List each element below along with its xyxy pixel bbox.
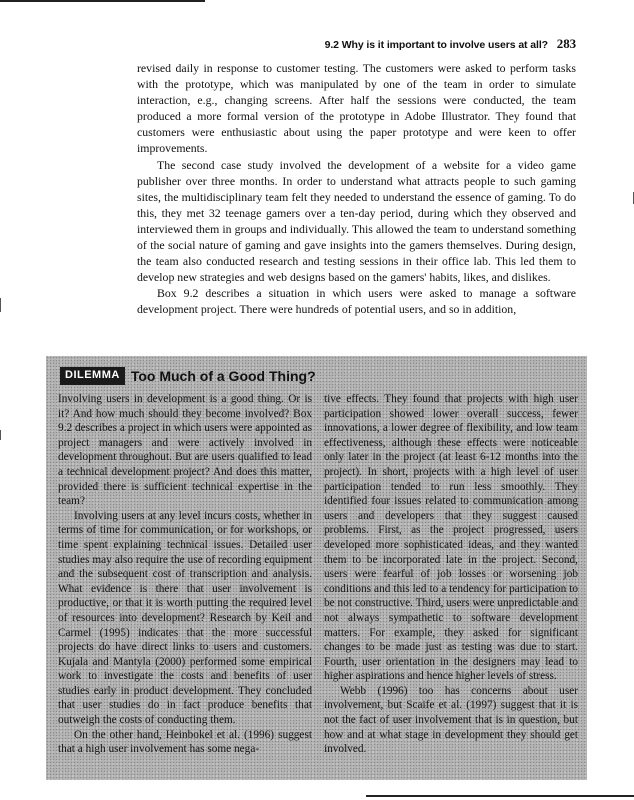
dilemma-box (46, 356, 587, 780)
page-number: 283 (556, 36, 576, 51)
dilemma-header (60, 367, 316, 385)
dilemma-paragraph: On the other hand, Heinbokel et al. (1996) suggest that a high user involvement has some nega- (58, 728, 312, 756)
section-title: 9.2 Why is it important to involve users at all? (324, 39, 548, 51)
left-margin-mark (0, 298, 1, 312)
dilemma-paragraph: tive effects. They found that projects with high user participation showed lower overall success, fewer innovations, a lower degree of flexibility, and low team effectiveness, although these effects were noticeable only later in the project (at least 6-12 months into the project). In short, projects with a high level of user participation tended to run less smoothly. They identified four issues related to communication among users and developers that they suggest caused problems. First, as the project progressed, users developed more sophisticated ideas, and they wanted them to be incorporated late in the project. Second, users were fearful of job losses or worsening job conditions and this led to a tendency for participation to be not constructive. Third, users were unpredictable and not always sympathetic to software development matters. For example, they asked for significant changes to be made just as testing was due to start. Fourth, user orientation in the designers may lead to higher aspirations and hence higher levels of stress. (324, 393, 578, 683)
body-paragraph: Box 9.2 describes a situation in which users were asked to manage a software development project. There were hundreds of potential users, and so in addition, (137, 286, 576, 317)
dilemma-title: Too Much of a Good Thing? (130, 368, 316, 384)
body-paragraph: revised daily in response to customer testing. The customers were asked to perform tasks with the prototype, which was manipulated by one of the team in order to simulate interaction, e.g., changing screens. After half the sessions were conducted, the team produced a more formal version of the prototype in Adobe Illustrator. They found that customers were enthusiastic about using the paper prototype and were keen to offer improvements. (137, 61, 576, 156)
dilemma-columns (58, 392, 578, 757)
running-head (325, 36, 576, 52)
top-edge-rule (0, 0, 205, 2)
dilemma-paragraph: Involving users in development is a good thing. Or is it? And how much should they become involved? Box 9.2 describes a project in which users were appointed as project managers and were actively involved in development throughout. But are users qualified to lead a technical development project? And does this matter, provided there is sufficient technical expertise in the team? (58, 393, 312, 508)
dilemma-left-column (58, 392, 312, 757)
body-text (137, 60, 576, 318)
dilemma-right-column (324, 392, 578, 757)
dilemma-label: DILEMMA (60, 367, 125, 385)
left-margin-mark (0, 430, 1, 440)
body-paragraph: The second case study involved the development of a website for a video game publisher over three months. In order to understand what attracts people to such gaming sites, the multidisciplinary team felt they needed to understand the essence of gaming. To do this, they met 32 teenage gamers over a ten-day period, during which they observed and interviewed them in groups and individually. This allowed the team to understand something of the social nature of gaming and gave insights into the gamers themselves. During design, the team also conducted research and testing sessions in their office lab. This led them to develop new strategies and web designs based on the gamers' habits, likes, and dislikes. (137, 157, 576, 285)
dilemma-paragraph: Webb (1996) too has concerns about user involvement, but Scaife et al. (1997) suggest that it is not the fact of user involvement that is in question, but how and at what stage in development they should get involved. (324, 684, 578, 756)
dilemma-paragraph: Involving users at any level incurs costs, whether in terms of time for communication, or for workshops, or time spent explaining technical issues. Detailed user studies may also require the use of recording equipment and the subsequent cost of transcription and analysis. What evidence is there that user involvement is productive, or that it is worth putting the required level of resources into development? Research by Keil and Carmel (1995) indicates that the more successful projects do have direct links to users and customers. Kujala and Mantyla (2000) performed some empirical work to investigate the costs and benefits of user studies early in product development. They concluded that user studies do in fact produce benefits that outweigh the costs of conducting them. (58, 509, 312, 727)
bottom-edge-rule (366, 795, 634, 797)
